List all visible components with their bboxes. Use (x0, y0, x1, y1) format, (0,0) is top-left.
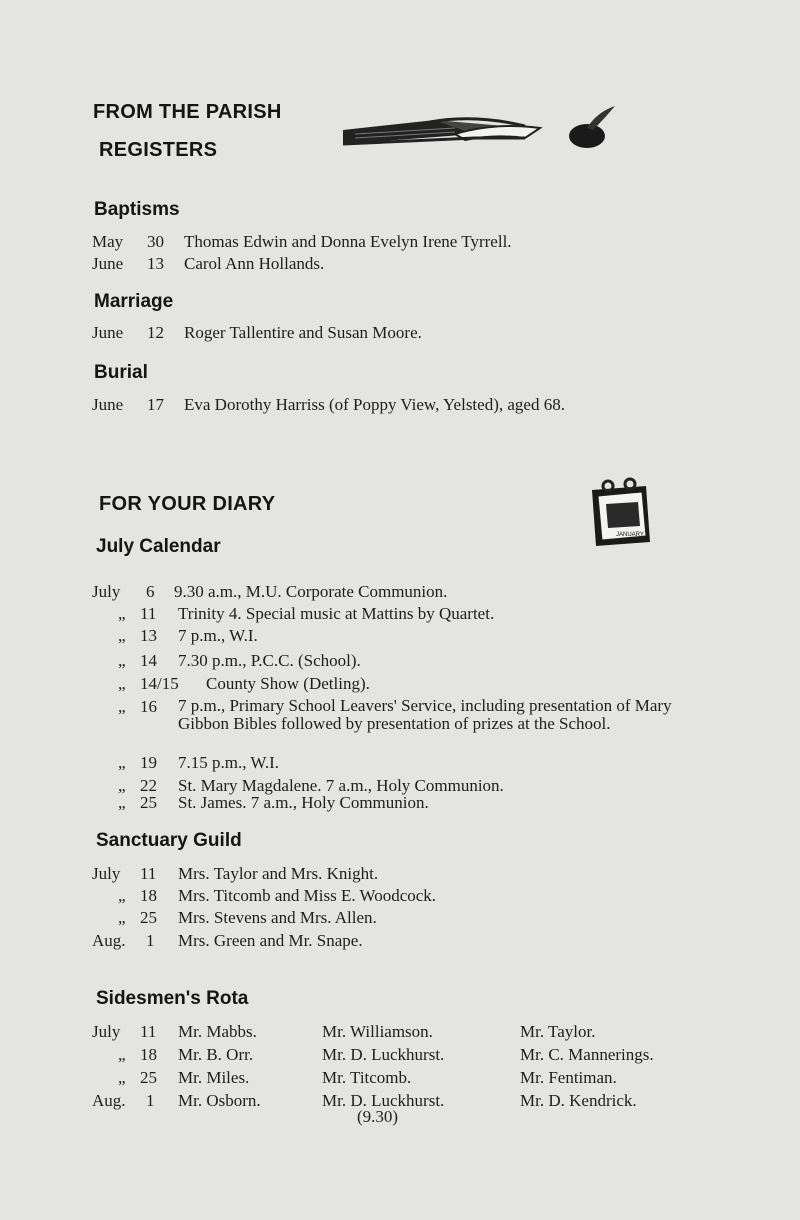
section-title-registers: REGISTERS (99, 139, 218, 161)
burial-heading: Burial (94, 362, 148, 383)
book-quill-icon (335, 104, 625, 156)
service-time-note: (9.30) (357, 1107, 399, 1126)
calendar-month-label: JANUARY (616, 532, 644, 538)
marriage-heading: Marriage (94, 291, 174, 312)
section-title-diary: FOR YOUR DIARY (99, 493, 276, 515)
magazine-page: FROM THE PARISH REGISTERS Baptisms May 30 Thomas Edwin and Donna Evelyn Irene Tyrrell. June 13 Carol Ann Hollands. Marriage June 12 Roger Tallentire and Susan Moore. Burial June 17 Eva Dorothy Harriss (of Poppy View, Yelsted), aged 68. FOR YOUR DIARY JANUARY July Calendar July 6 9.30 a.m., M.U. Corporate Communion. „ 11 Trinity 4. Special music at Mattins by Quartet. „ 13 7 p.m., W.I. „ 14 7.30 p.m., P.C.C. (School). „ 14/15 County Show (Detling). „ 16 7 p.m., Primary School Leavers' Service, including presentation of Mary Gibbon Bibles followed by presentation of prizes at the School. „ 19 7.15 p.m., W.I. „ 22 St. Mary Magdalene. 7 a.m., Holy Communion. „ 25 St. James. 7 a.m., Holy Communion. Sanctuary Guild July 11 Mrs. Taylor and Mrs. Knight. „ 18 Mrs. Titcomb and Miss E. Woodcock. „ 25 Mrs. Stevens and Mrs. Allen. Aug. 1 Mrs. Green and Mr. Snape. Sidesmen's Rota July 11 Mr. Mabbs. Mr. Williamson. Mr. Taylor. „ 18 Mr. B. Orr. Mr. D. Luckhurst. Mr. C. Mannerings. „ 25 Mr. Miles. Mr. Titcomb. Mr. Fentiman. Aug. 1 Mr. Osborn. Mr. D. Luckhurst. Mr. D. Kendrick. (9.30) (92, 101, 672, 1126)
july-calendar-heading: July Calendar (96, 536, 221, 557)
baptisms-heading: Baptisms (94, 199, 180, 220)
sanctuary-guild-heading: Sanctuary Guild (96, 830, 242, 851)
calendar-icon (586, 476, 656, 556)
sidesmen-rota-heading: Sidesmen's Rota (96, 988, 249, 1009)
section-title-parish: FROM THE PARISH (93, 101, 282, 123)
